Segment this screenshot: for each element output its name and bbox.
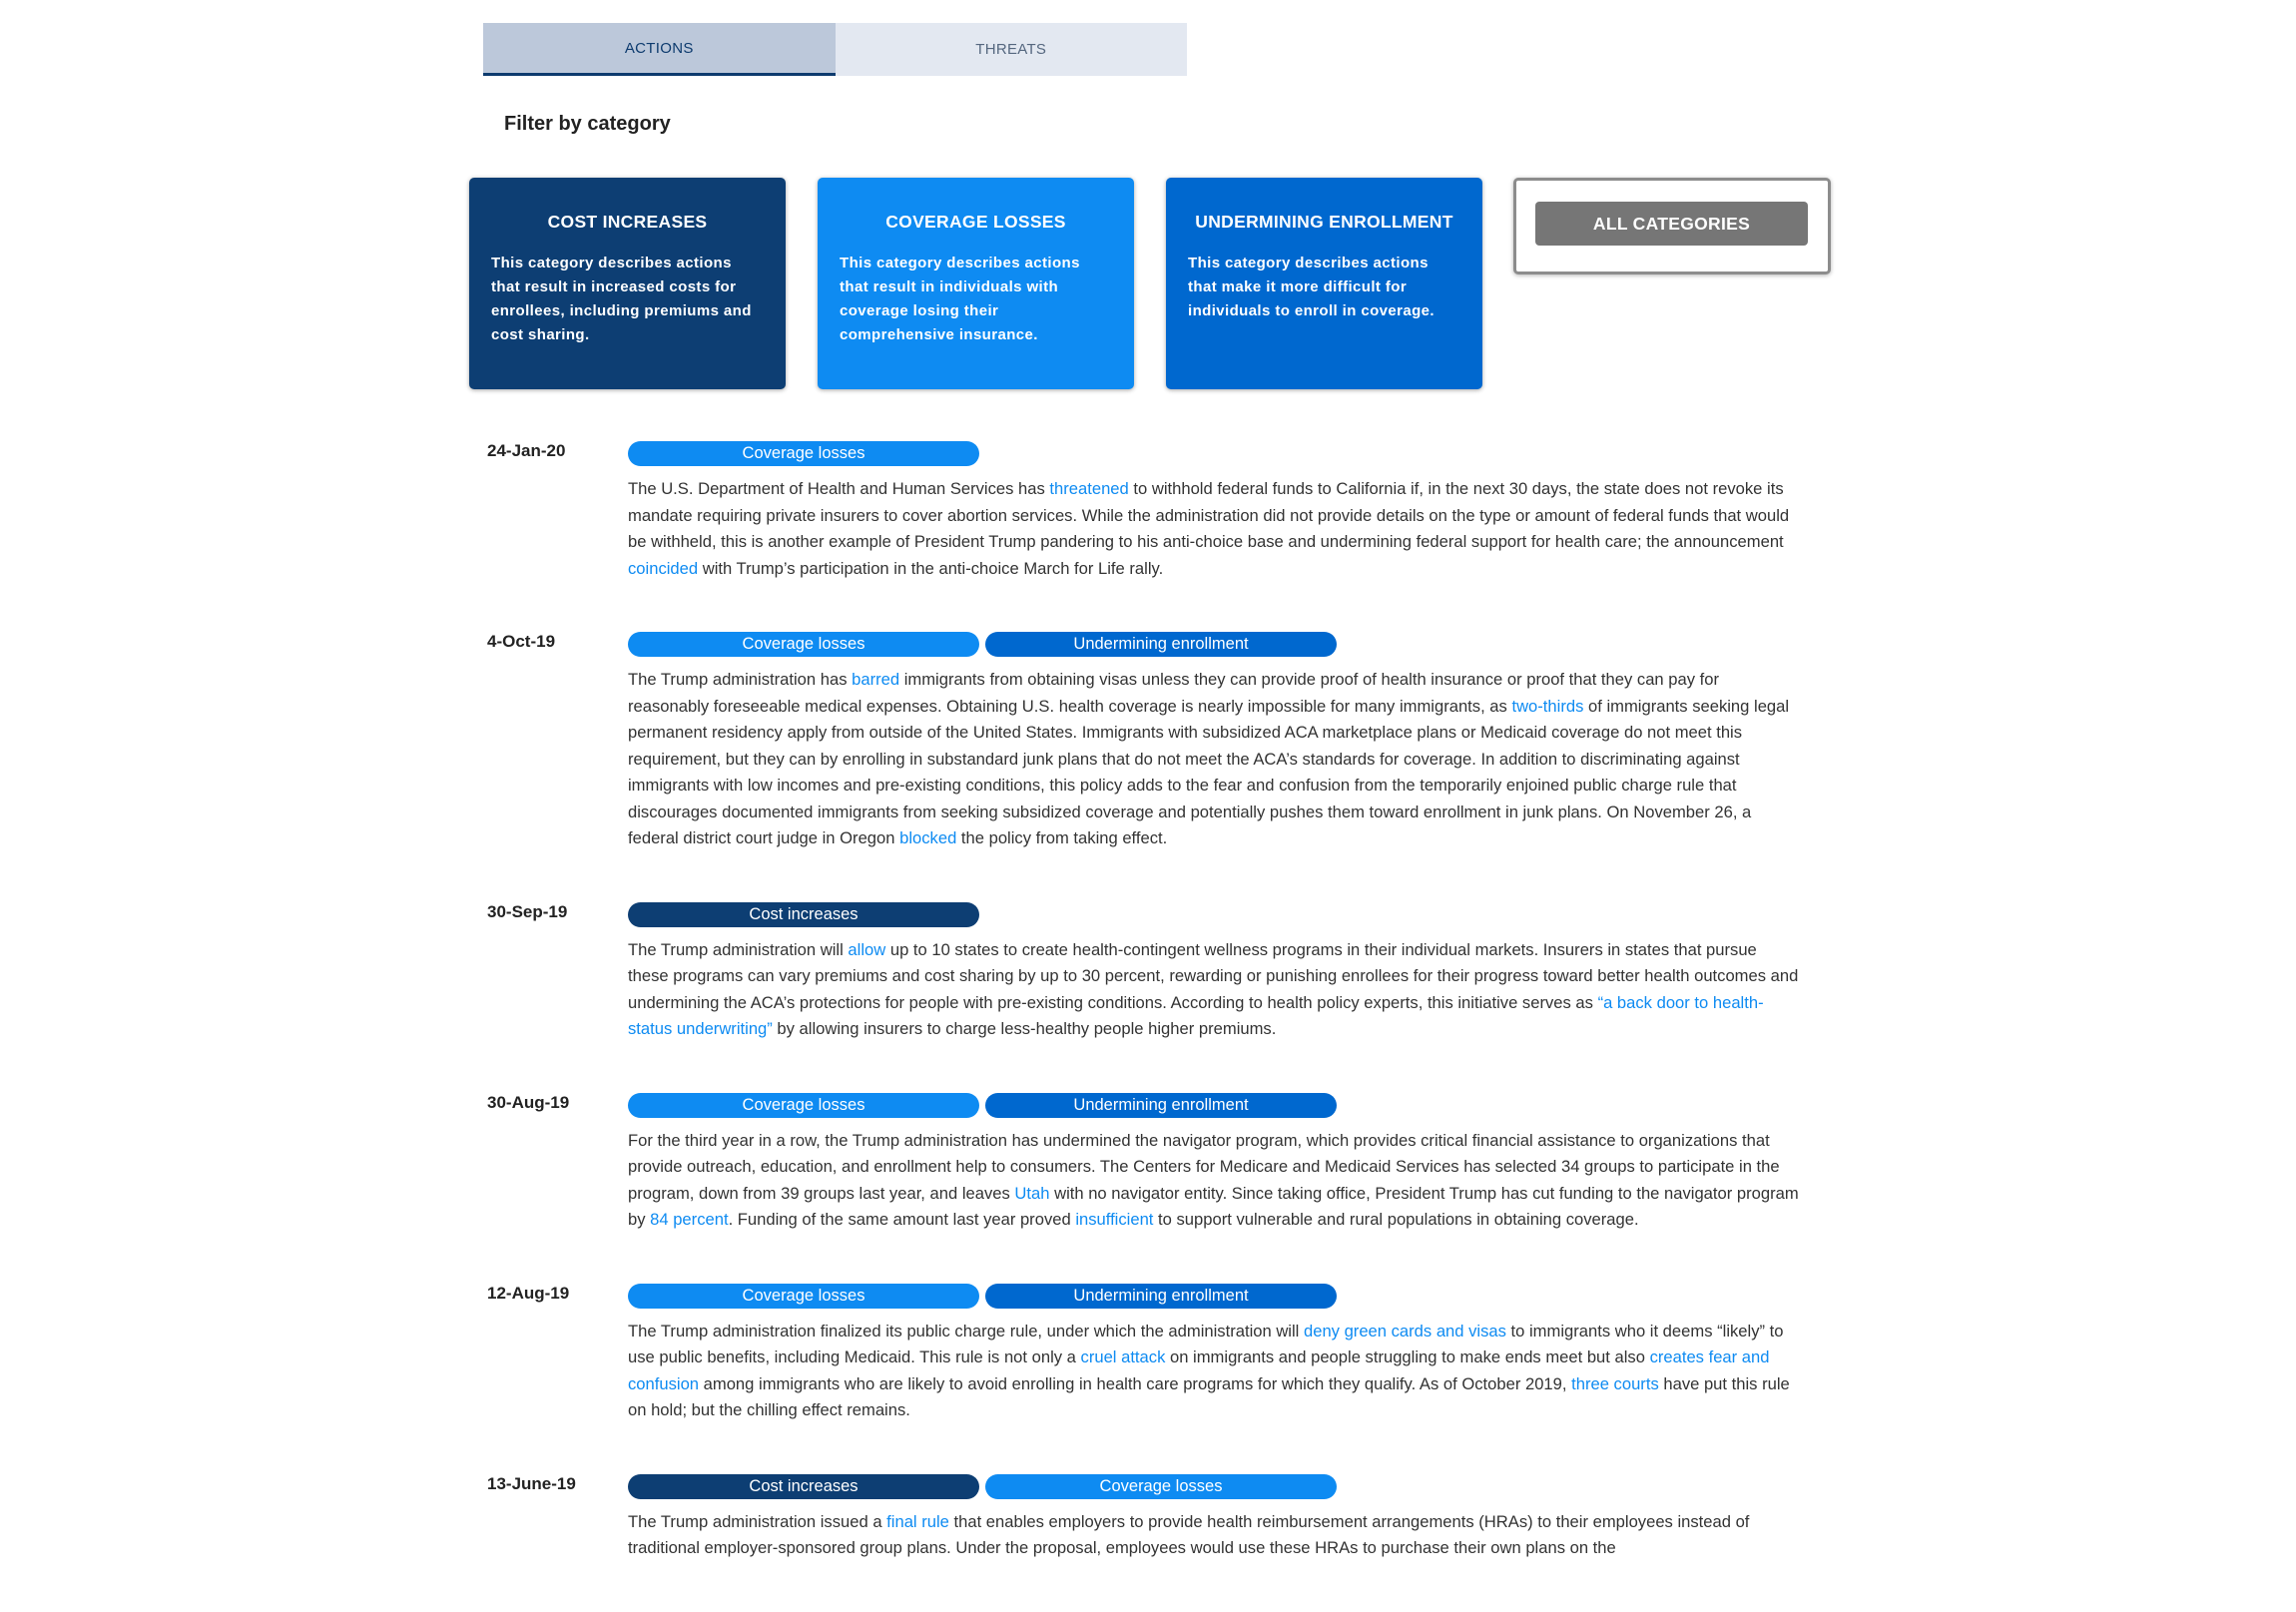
actions-timeline (487, 441, 1805, 1612)
entry-description (628, 1319, 1801, 1424)
entry-date: 12-Aug-19 (487, 1283, 570, 1303)
text-segment: have put this rule on hold; but the chilling effect remains. (628, 1373, 1790, 1419)
text-segment: up to 10 states to create health-contingent wellness programs in their individual markets. Insurers in states that pursue these programs can vary premiums and cost sharing by up to 30 percent, rewarding or punishing enrollees for their progress toward better health outcomes and undermining the ACA’s protections for people with pre-existing conditions. According to health policy experts, this initiative serves as (628, 939, 1799, 1012)
entry-tags (628, 1474, 1805, 1499)
text-segment: among immigrants who are likely to avoid enrolling in health care programs for which they qualify. As of October 2019, (699, 1373, 1572, 1393)
source-link[interactable]: insufficient (1075, 1210, 1154, 1229)
category-tag-cost: Cost increases (628, 1474, 979, 1499)
entry-tags (628, 1284, 1805, 1309)
entry-description (628, 1128, 1801, 1234)
source-link[interactable]: creates fear and confusion (628, 1347, 1770, 1393)
timeline-entry (487, 441, 1805, 582)
category-tag-enroll: Undermining enrollment (985, 1284, 1337, 1309)
category-tag-cost: Cost increases (628, 902, 979, 927)
text-segment: The Trump administration finalized its public charge rule, under which the administration will (628, 1321, 1304, 1341)
text-segment: with no navigator entity. Since taking office, President Trump has cut funding to the navigator program by (628, 1183, 1799, 1229)
entry-date: 13-June-19 (487, 1473, 576, 1493)
source-link[interactable]: allow (848, 939, 886, 959)
entry-description (628, 1509, 1801, 1562)
text-segment: to support vulnerable and rural populations in obtaining coverage. (1153, 1210, 1639, 1229)
text-segment: the policy from taking effect. (956, 828, 1168, 847)
text-segment: The U.S. Department of Health and Human Services has (628, 479, 1050, 498)
source-link[interactable]: Utah (1014, 1183, 1050, 1203)
entry-body (628, 632, 1805, 852)
entry-description (628, 667, 1801, 852)
category-description: This category describes actions that result in individuals with coverage losing their comprehensive insurance. (840, 255, 1080, 343)
entry-body (628, 441, 1805, 582)
text-segment: The Trump administration will (628, 939, 849, 959)
tab-threats[interactable]: THREATS (836, 23, 1188, 76)
category-tag-coverage: Coverage losses (628, 632, 979, 657)
source-link[interactable]: cruel attack (1080, 1347, 1166, 1366)
entry-body (628, 902, 1805, 1043)
entry-body (628, 1284, 1805, 1424)
text-segment: that enables employers to provide health reimbursement arrangements (HRAs) to their employees instead of traditional employer-sponsored group plans. Under the proposal, employees would use these HRAs to purchase their own plans on the (628, 1511, 1750, 1557)
source-link[interactable]: deny green cards and visas (1303, 1321, 1506, 1341)
category-tag-coverage: Coverage losses (985, 1474, 1337, 1499)
timeline-entry (487, 1474, 1805, 1562)
category-description: This category describes actions that make it more difficult for individuals to enroll in coverage. (1188, 255, 1435, 319)
text-segment: on immigrants and people struggling to make ends meet but also (1165, 1347, 1650, 1366)
timeline-entry (487, 1093, 1805, 1234)
entry-date: 4-Oct-19 (487, 632, 556, 651)
text-segment: by allowing insurers to charge less-healthy people higher premiums. (772, 1019, 1277, 1038)
source-link[interactable]: “a back door to health-status underwriting” (628, 992, 1764, 1038)
timeline-entry (487, 902, 1805, 1043)
source-link[interactable]: threatened (1049, 479, 1129, 498)
category-title: UNDERMINING ENROLLMENT (1195, 212, 1453, 232)
category-tag-coverage: Coverage losses (628, 1093, 979, 1118)
entry-date: 30-Aug-19 (487, 1092, 570, 1112)
source-link[interactable]: coincided (628, 558, 699, 578)
category-tag-coverage: Coverage losses (628, 441, 979, 466)
source-link[interactable]: 84 percent (650, 1210, 729, 1229)
category-description: This category describes actions that result in increased costs for enrollees, including premiums and cost sharing. (491, 255, 752, 343)
category-filter (469, 178, 1831, 391)
entry-tags (628, 441, 1805, 466)
text-segment: The Trump administration has (628, 670, 853, 689)
category-title: COVERAGE LOSSES (885, 212, 1066, 232)
text-segment: The Trump administration issued a (628, 1511, 887, 1531)
category-tag-coverage: Coverage losses (628, 1284, 979, 1309)
source-link[interactable]: three courts (1571, 1373, 1659, 1393)
category-tag-enroll: Undermining enrollment (985, 1093, 1337, 1118)
category-tag-enroll: Undermining enrollment (985, 632, 1337, 657)
category-card-cost-increases[interactable] (469, 178, 786, 389)
tab-actions[interactable]: ACTIONS (483, 23, 836, 76)
text-segment: of immigrants seeking legal permanent residency apply from outside of the United States. Immigrants with subsidized ACA marketplace plans or Medicaid coverage do not meet this requirement, but they can by enrolling in substandard junk plans that do not meet the ACA’s standards for coverage. In addition to discriminating against immigrants with low incomes and pre-existing conditions, this policy adds to the fear and confusion from the temporarily enjoined public charge rule that discourages documented immigrants from seeking subsidized coverage and potentially pushes them toward enrollment in junk plans. On November 26, a federal district court judge in Oregon (628, 696, 1790, 847)
source-link[interactable]: two-thirds (1511, 696, 1584, 716)
category-card-coverage-losses[interactable] (818, 178, 1134, 389)
category-card-undermining-enrollment[interactable] (1166, 178, 1482, 389)
text-segment: with Trump’s participation in the anti-choice March for Life rally. (698, 558, 1164, 578)
entry-date: 30-Sep-19 (487, 901, 568, 921)
source-link[interactable]: barred (852, 670, 900, 689)
text-segment: to withhold federal funds to California if, in the next 30 days, the state does not revoke its mandate requiring private insurers to cover abortion services. While the administration did not provide details on the type or amount of federal funds that would be withheld, this is another example of President Trump pandering to his anti-choice base and undermining federal support for health care; the announcement (628, 479, 1790, 551)
text-segment: immigrants from obtaining visas unless they can provide proof of health insurance or proof that they can pay for reasonably foreseeable medical expenses. Obtaining U.S. health coverage is nearly impossible for many immigrants, as (628, 670, 1719, 716)
entry-description (628, 937, 1801, 1043)
entry-body (628, 1474, 1805, 1562)
entry-tags (628, 632, 1805, 657)
source-link[interactable]: blocked (899, 828, 957, 847)
view-tabs (483, 23, 1187, 76)
text-segment: For the third year in a row, the Trump administration has undermined the navigator program, which provides critical financial assistance to organizations that provide outreach, education, and enrollment help to consumers. The Centers for Medicare and Medicaid Services has selected 34 groups to participate in the program, down from 39 groups last year, and leaves (628, 1130, 1780, 1203)
entry-tags (628, 902, 1805, 927)
filter-heading: Filter by category (504, 113, 671, 135)
entry-date: 24-Jan-20 (487, 441, 566, 460)
timeline-entry (487, 632, 1805, 852)
all-categories-button[interactable]: ALL CATEGORIES (1535, 202, 1808, 246)
entry-body (628, 1093, 1805, 1234)
category-card-all (1513, 178, 1831, 274)
text-segment: . Funding of the same amount last year proved (728, 1210, 1076, 1229)
timeline-entry (487, 1284, 1805, 1424)
entry-description (628, 476, 1801, 582)
text-segment: to immigrants who it deems “likely” to use public benefits, including Medicaid. This rule is not only a (628, 1321, 1784, 1366)
category-title: COST INCREASES (547, 212, 708, 232)
entry-tags (628, 1093, 1805, 1118)
source-link[interactable]: final rule (886, 1511, 949, 1531)
